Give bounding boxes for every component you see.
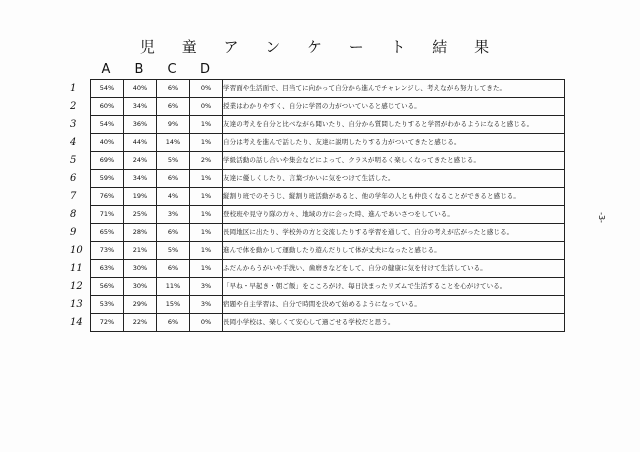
- row-number: 14: [70, 317, 83, 328]
- table-row: [91, 314, 565, 332]
- percent-cell-c: 5%: [157, 152, 190, 170]
- column-letter-c: C: [167, 62, 177, 77]
- percent-cell-d: 0%: [190, 98, 223, 116]
- percent-cell-d: 0%: [190, 314, 223, 332]
- percent-cell-c: 4%: [157, 188, 190, 206]
- percent-cell-d: 3%: [190, 296, 223, 314]
- percent-cell-b: 44%: [124, 134, 157, 152]
- question-text: ふだんからうがいや手洗い、歯磨きなどをして、自分の健康に気を付けて生活している。: [223, 260, 565, 278]
- table-row: [91, 170, 565, 188]
- percent-cell-a: 56%: [91, 278, 124, 296]
- question-text: 長岡地区に出たり、学校外の方と交流したりする学習を通して、自分の考えが広がったと感じる。: [223, 224, 565, 242]
- percent-cell-c: 14%: [157, 134, 190, 152]
- percent-cell-d: 1%: [190, 134, 223, 152]
- page-title: 児 童 ア ン ケ ー ト 結 果: [139, 38, 501, 56]
- percent-cell-a: 54%: [91, 116, 124, 134]
- percent-cell-d: 1%: [190, 242, 223, 260]
- row-number: 13: [70, 299, 83, 310]
- percent-cell-b: 40%: [124, 80, 157, 98]
- percent-cell-b: 36%: [124, 116, 157, 134]
- percent-cell-b: 34%: [124, 170, 157, 188]
- table-row: [91, 134, 565, 152]
- percent-cell-d: 2%: [190, 152, 223, 170]
- percent-cell-b: 21%: [124, 242, 157, 260]
- row-number: 4: [70, 137, 77, 148]
- percent-cell-c: 15%: [157, 296, 190, 314]
- percent-cell-d: 1%: [190, 260, 223, 278]
- question-text: 友達に優しくしたり、言葉づかいに気をつけて生活した。: [223, 170, 565, 188]
- table-row: [91, 224, 565, 242]
- percent-cell-b: 30%: [124, 278, 157, 296]
- row-number: 12: [70, 281, 83, 292]
- percent-cell-b: 25%: [124, 206, 157, 224]
- table-row: [91, 206, 565, 224]
- percent-cell-c: 11%: [157, 278, 190, 296]
- row-number: 7: [70, 191, 77, 202]
- survey-table: [90, 79, 565, 332]
- percent-cell-a: 76%: [91, 188, 124, 206]
- percent-cell-b: 34%: [124, 98, 157, 116]
- percent-cell-c: 6%: [157, 170, 190, 188]
- table-row: [91, 188, 565, 206]
- percent-cell-c: 6%: [157, 224, 190, 242]
- percent-cell-c: 6%: [157, 314, 190, 332]
- percent-cell-d: 0%: [190, 80, 223, 98]
- percent-cell-b: 24%: [124, 152, 157, 170]
- percent-cell-c: 6%: [157, 260, 190, 278]
- percent-cell-c: 5%: [157, 242, 190, 260]
- question-text: 自分は考えを進んで話したり、友達に説明したりする力がついてきたと感じる。: [223, 134, 565, 152]
- percent-cell-a: 40%: [91, 134, 124, 152]
- row-number: 2: [70, 101, 77, 112]
- row-number: 5: [70, 155, 77, 166]
- percent-cell-a: 60%: [91, 98, 124, 116]
- percent-cell-d: 1%: [190, 224, 223, 242]
- question-text: 宿題や自主学習は、自分で時間を決めて始めるようになっている。: [223, 296, 565, 314]
- percent-cell-d: 1%: [190, 170, 223, 188]
- percent-cell-a: 53%: [91, 296, 124, 314]
- question-text: 学級活動の話し合いや集会などによって、クラスが明るく楽しくなってきたと感じる。: [223, 152, 565, 170]
- percent-cell-a: 72%: [91, 314, 124, 332]
- question-text: 長岡小学校は、楽しくて安心して過ごせる学校だと思う。: [223, 314, 565, 332]
- percent-cell-a: 71%: [91, 206, 124, 224]
- percent-cell-d: 1%: [190, 116, 223, 134]
- question-text: 学習面や生活面で、目当てに向かって自分から進んでチャレンジし、考えながら努力してきた。: [223, 80, 565, 98]
- question-text: 縦割り班でのそうじ、縦割り班活動があると、他の学年の人とも仲良くなることができると感じる。: [223, 188, 565, 206]
- table-row: [91, 296, 565, 314]
- table-row: [91, 98, 565, 116]
- percent-cell-d: 1%: [190, 188, 223, 206]
- row-number: 3: [70, 119, 77, 130]
- question-text: 進んで体を動かして運動したり遊んだりして体が丈夫になったと感じる。: [223, 242, 565, 260]
- question-text: 授業はわかりやすく、自分に学習の力がついていると感じている。: [223, 98, 565, 116]
- row-number: 8: [70, 209, 77, 220]
- row-number: 9: [70, 227, 77, 238]
- column-letter-b: B: [134, 62, 144, 77]
- row-number: 1: [70, 83, 77, 94]
- percent-cell-a: 54%: [91, 80, 124, 98]
- row-number: 10: [70, 245, 83, 256]
- column-letter-a: A: [101, 62, 111, 77]
- percent-cell-c: 6%: [157, 80, 190, 98]
- percent-cell-d: 1%: [190, 206, 223, 224]
- percent-cell-b: 30%: [124, 260, 157, 278]
- percent-cell-a: 63%: [91, 260, 124, 278]
- question-text: 友達の考えを自分と比べながら聞いたり、自分から質問したりすると学習がわかるようになると感じる。: [223, 116, 565, 134]
- table-row: [91, 152, 565, 170]
- page-number: -3-: [596, 212, 606, 223]
- percent-cell-d: 3%: [190, 278, 223, 296]
- percent-cell-b: 29%: [124, 296, 157, 314]
- table-row: [91, 116, 565, 134]
- percent-cell-c: 6%: [157, 98, 190, 116]
- percent-cell-a: 73%: [91, 242, 124, 260]
- table-row: [91, 278, 565, 296]
- table-row: [91, 260, 565, 278]
- question-text: 「早ね・早起き・朝ご飯」をこころがけ、毎日決まったリズムで生活することを心がけている。: [223, 278, 565, 296]
- percent-cell-a: 65%: [91, 224, 124, 242]
- row-number: 11: [70, 263, 83, 274]
- percent-cell-b: 22%: [124, 314, 157, 332]
- percent-cell-a: 69%: [91, 152, 124, 170]
- table-row: [91, 80, 565, 98]
- question-text: 登校班や見守り隊の方々、地域の方に会った時、進んであいさつをしている。: [223, 206, 565, 224]
- percent-cell-c: 3%: [157, 206, 190, 224]
- row-number: 6: [70, 173, 77, 184]
- column-letter-d: D: [199, 62, 210, 77]
- percent-cell-b: 28%: [124, 224, 157, 242]
- percent-cell-a: 59%: [91, 170, 124, 188]
- percent-cell-c: 9%: [157, 116, 190, 134]
- table-row: [91, 242, 565, 260]
- percent-cell-b: 19%: [124, 188, 157, 206]
